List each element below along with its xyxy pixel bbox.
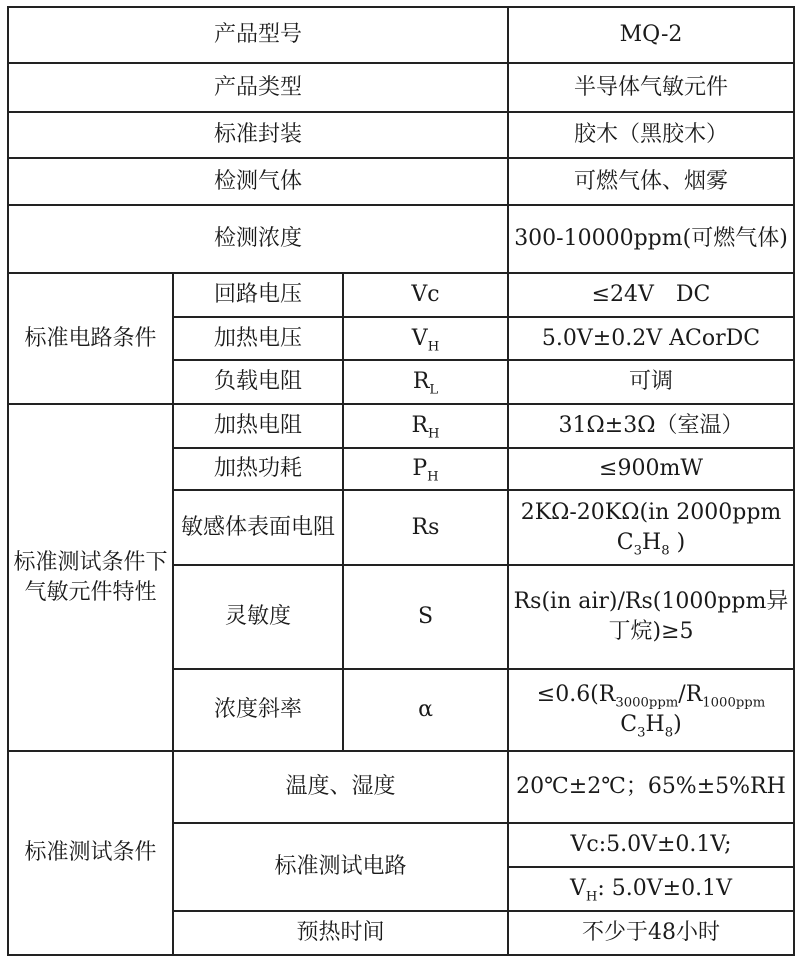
heater-voltage-value: 5.0V±0.2V ACorDC	[508, 317, 794, 360]
sensitivity-value: Rs(in air)/Rs(1000ppm异丁烷)≥5	[508, 565, 794, 669]
heater-resistance-symbol: $R_H$	[343, 404, 508, 448]
heater-power-value: ≤900mW	[508, 448, 794, 490]
concentration-value: 300-10000ppm(可燃气体)	[508, 205, 794, 273]
gas-label: 检测气体	[8, 158, 508, 205]
gas-value: 可燃气体、烟雾	[508, 158, 794, 205]
test-circuit-label: 标准测试电路	[173, 823, 508, 911]
temp-humidity-value: 20℃±2℃；65%±5%RH	[508, 751, 794, 823]
surface-resistance-value: 2KΩ-20KΩ(in 2000ppm $C_3H_8$ )	[508, 490, 794, 565]
concentration-label: 检测浓度	[8, 205, 508, 273]
type-label: 产品类型	[8, 63, 508, 112]
loop-voltage-symbol: Vc	[343, 273, 508, 317]
test-circuit-value-2: $V_H$: 5.0V±0.1V	[508, 867, 794, 911]
table-row	[8, 205, 794, 273]
sensitivity-label: 灵敏度	[173, 565, 343, 669]
slope-symbol: α	[343, 669, 508, 751]
test-circuit-value-1: Vc:5.0V±0.1V;	[508, 823, 794, 867]
table-row	[8, 273, 794, 317]
spec-table	[7, 6, 795, 956]
surface-resistance-label: 敏感体表面电阻	[173, 490, 343, 565]
loop-voltage-label: 回路电压	[173, 273, 343, 317]
package-value: 胶木（黑胶木）	[508, 112, 794, 158]
load-resistance-value: 可调	[508, 360, 794, 404]
temp-humidity-label: 温度、湿度	[173, 751, 508, 823]
heater-voltage-label: 加热电压	[173, 317, 343, 360]
table-row	[8, 158, 794, 205]
surface-resistance-symbol: Rs	[343, 490, 508, 565]
slope-label: 浓度斜率	[173, 669, 343, 751]
table-row	[8, 7, 794, 63]
test-conditions-group-label: 标准测试条件	[8, 751, 173, 955]
heater-voltage-symbol: $V_H$	[343, 317, 508, 360]
heater-resistance-label: 加热电阻	[173, 404, 343, 448]
circuit-group-label: 标准电路条件	[8, 273, 173, 404]
preheat-label: 预热时间	[173, 911, 508, 955]
table-row	[8, 63, 794, 112]
model-label: 产品型号	[8, 7, 508, 63]
loop-voltage-value: ≤24V DC	[508, 273, 794, 317]
slope-value: $\le 0.6(R_{3000ppm}/R_{1000ppm}$ $C_3H_8$)	[508, 669, 794, 751]
heater-resistance-value: 31Ω±3Ω（室温）	[508, 404, 794, 448]
model-value: MQ-2	[508, 7, 794, 63]
preheat-value: 不少于48小时	[508, 911, 794, 955]
heater-power-symbol: $P_H$	[343, 448, 508, 490]
type-value: 半导体气敏元件	[508, 63, 794, 112]
table-row	[8, 404, 794, 448]
sensitivity-symbol: S	[343, 565, 508, 669]
characteristics-group-label: 标准测试条件下气敏元件特性	[8, 404, 173, 751]
load-resistance-label: 负载电阻	[173, 360, 343, 404]
load-resistance-symbol: $R_L$	[343, 360, 508, 404]
heater-power-label: 加热功耗	[173, 448, 343, 490]
table-row	[8, 112, 794, 158]
package-label: 标准封装	[8, 112, 508, 158]
table-row	[8, 751, 794, 823]
